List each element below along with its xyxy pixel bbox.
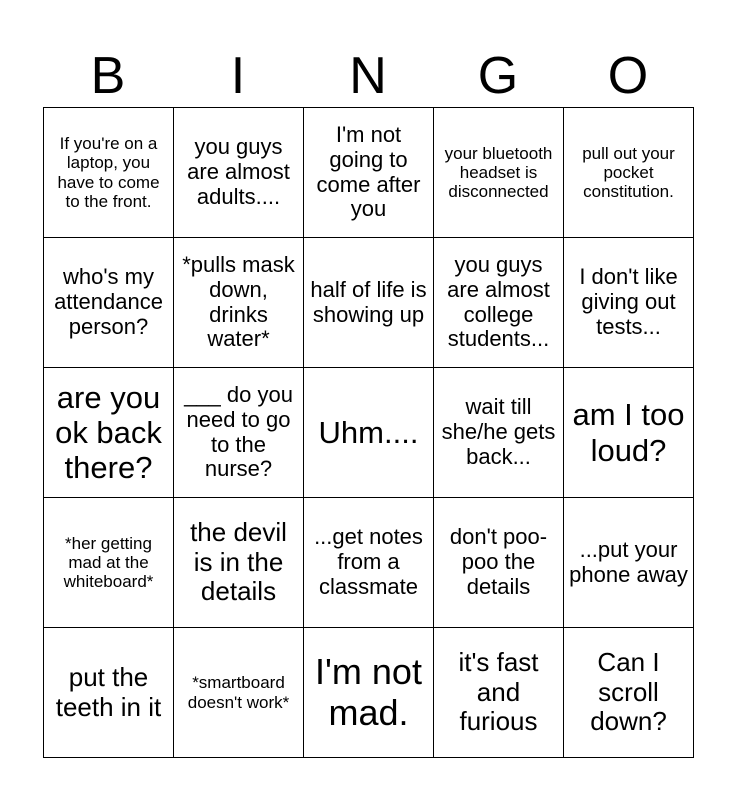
bingo-grid xyxy=(43,107,694,758)
bingo-cell[interactable]: Uhm.... xyxy=(304,368,434,498)
bingo-cell[interactable]: I don't like giving out tests... xyxy=(564,238,694,368)
bingo-cell[interactable]: the devil is in the details xyxy=(174,498,304,628)
grid-row xyxy=(44,238,694,368)
header-letter-g: G xyxy=(477,47,519,105)
bingo-cell[interactable]: Can I scroll down? xyxy=(564,628,694,758)
bingo-cell[interactable]: pull out your pocket constitution. xyxy=(564,108,694,238)
bingo-cell[interactable]: half of life is showing up xyxy=(304,238,434,368)
bingo-header xyxy=(43,46,693,106)
grid-row xyxy=(44,368,694,498)
bingo-cell[interactable]: you guys are almost adults.... xyxy=(174,108,304,238)
bingo-cell[interactable]: I'm not going to come after you xyxy=(304,108,434,238)
bingo-cell[interactable]: I'm not mad. xyxy=(304,628,434,758)
grid-row xyxy=(44,628,694,758)
bingo-cell[interactable]: are you ok back there? xyxy=(44,368,174,498)
bingo-cell[interactable]: your bluetooth headset is disconnected xyxy=(434,108,564,238)
bingo-cell[interactable]: you guys are almost college students... xyxy=(434,238,564,368)
bingo-cell[interactable]: *smartboard doesn't work* xyxy=(174,628,304,758)
bingo-cell[interactable]: am I too loud? xyxy=(564,368,694,498)
bingo-cell[interactable]: ...put your phone away xyxy=(564,498,694,628)
bingo-cell[interactable]: put the teeth in it xyxy=(44,628,174,758)
bingo-cell[interactable]: *her getting mad at the whiteboard* xyxy=(44,498,174,628)
header-letter-n: N xyxy=(349,47,387,105)
header-letter-i: I xyxy=(230,47,246,105)
bingo-cell[interactable]: who's my attendance person? xyxy=(44,238,174,368)
bingo-cell[interactable]: it's fast and furious xyxy=(434,628,564,758)
grid-row xyxy=(44,108,694,238)
header-letter-o: O xyxy=(607,47,649,105)
bingo-cell[interactable]: If you're on a laptop, you have to come to the front. xyxy=(44,108,174,238)
header-letter-b: B xyxy=(90,47,126,105)
bingo-cell[interactable]: don't poo-poo the details xyxy=(434,498,564,628)
grid-row xyxy=(44,498,694,628)
bingo-cell[interactable]: ___ do you need to go to the nurse? xyxy=(174,368,304,498)
bingo-cell[interactable]: wait till she/he gets back... xyxy=(434,368,564,498)
bingo-cell[interactable]: ...get notes from a classmate xyxy=(304,498,434,628)
bingo-cell[interactable]: *pulls mask down, drinks water* xyxy=(174,238,304,368)
